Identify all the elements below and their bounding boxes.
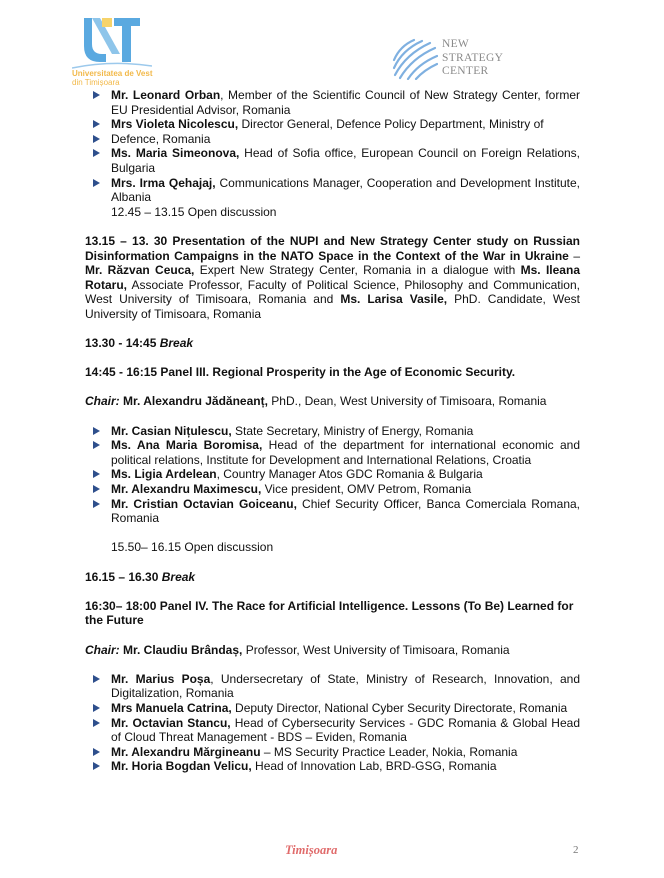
bullet-icon — [93, 704, 100, 712]
break-label: Break — [159, 336, 194, 351]
nsc-line-2: STRATEGY — [442, 51, 504, 64]
bullet-icon — [93, 485, 100, 493]
speaker-role: Head of Cybersecurity Services - GDC Romania & Global Head of Cloud Threat Management - BDS – Eviden, Romania — [111, 715, 580, 745]
bullet-icon — [93, 748, 100, 756]
open-discussion-2: 15.50– 16.15 Open discussion — [111, 540, 274, 555]
speaker-name: Mr. Leonard Orban — [111, 88, 221, 102]
list-item — [111, 745, 580, 760]
list-item — [111, 672, 580, 701]
speaker-name: Mr. Horia Bogdan Velicu, — [111, 759, 252, 774]
list-item — [111, 716, 580, 745]
bullet-icon — [93, 149, 100, 157]
nsc-logo — [392, 38, 522, 82]
speaker-name: Mrs. Irma Qehajaj, — [111, 175, 216, 190]
presenter-name: Mr. Răzvan Ceuca, — [85, 263, 195, 278]
speaker-list-panel3 — [103, 424, 580, 526]
speaker-role: Vice president, OMV Petrom, Romania — [261, 482, 472, 497]
list-item — [111, 88, 580, 117]
panel3-title: 14:45 - 16:15 Panel III. Regional Prosperity in the Age of Economic Security. — [85, 365, 516, 380]
speaker-role: Chief Security Officer, Banca Comerciala Romana, Romania — [111, 496, 580, 526]
chair-label: Chair: — [85, 394, 120, 409]
presenter-name: Ms. Larisa Vasile, — [340, 292, 448, 307]
speaker-name: Mr. Marius Poșa — [111, 671, 211, 686]
uvt-logo-text — [72, 69, 152, 87]
uvt-logo-icon — [72, 14, 152, 70]
speaker-role: Head of the department for international economic and political relations, Institute for Development and International Relations, Croatia — [111, 438, 581, 467]
speaker-role: – MS Security Practice Leader, Nokia, Romania — [260, 744, 518, 759]
speaker-name: Mrs Manuela Catrina, — [111, 700, 232, 715]
chair-name: Mr. Alexandru Jădăneanț, — [119, 394, 268, 409]
nsc-logo-text — [442, 38, 503, 79]
list-item — [111, 438, 580, 467]
list-item — [111, 117, 580, 132]
list-item — [111, 482, 580, 497]
agenda-content — [85, 88, 581, 774]
uvt-name: Universitatea de Vest — [72, 69, 153, 78]
bullet-icon — [93, 500, 100, 508]
bullet-icon — [93, 441, 100, 449]
speaker-list-panel2 — [103, 88, 580, 205]
presenter-role: Expert New Strategy Center, Romania in a dialogue with — [194, 263, 521, 278]
presenter-name: Ms. Ileana Rotaru, — [85, 263, 580, 292]
bullet-icon — [93, 179, 100, 187]
bullet-icon — [93, 135, 100, 143]
footer-city: Timișoara — [285, 843, 338, 857]
speaker-name: Ms. Maria Simeonova, — [111, 146, 240, 161]
speaker-role: State Secretary, Ministry of Energy, Romania — [231, 423, 474, 438]
uvt-subname: din Timișoara — [72, 78, 120, 87]
speaker-role: Defence, Romania — [111, 131, 211, 146]
page-number: 2 — [573, 844, 579, 856]
bullet-icon — [93, 470, 100, 478]
speaker-role: , Country Manager Atos GDC Romania & Bulgaria — [216, 467, 483, 482]
chair-role: PhD., Dean, West University of Timisoara, Romania — [267, 394, 547, 409]
nsc-waves-icon — [392, 38, 438, 80]
speaker-name: Ms. Ligia Ardelean — [111, 467, 217, 482]
presenter-role: Associate Professor, Faculty of Political Science, Philosophy and Communication, West University of Timisoara, Romania and — [85, 277, 580, 307]
speaker-name: Mrs Violeta Nicolescu, — [111, 117, 239, 132]
bullet-icon — [93, 427, 100, 435]
presentation-title: 13.15 – 13. 30 Presentation of the NUPI and New Strategy Center study on Russian Disinformation Campaigns in the NATO Space in the Context of the War in Ukraine — [85, 233, 580, 263]
speaker-name: Mr. Octavian Stancu, — [111, 715, 231, 730]
break-label: Break — [161, 569, 196, 584]
speaker-role: Director General, Defence Policy Department, Ministry of — [238, 117, 544, 132]
presenter-role: PhD. Candidate, West University of Timisoara, Romania — [85, 292, 580, 321]
speaker-name: Mr. Casian Nițulescu, — [111, 423, 232, 438]
list-item — [111, 497, 580, 526]
speaker-role: Head of Sofia office, European Council on Foreign Relations, Bulgaria — [111, 146, 581, 175]
list-item — [111, 701, 580, 716]
bullet-icon — [93, 719, 100, 727]
break-time: 16.15 – 16.30 — [85, 569, 162, 584]
break-2 — [85, 570, 580, 585]
panel4-chair — [85, 643, 580, 658]
speaker-name: Mr. Alexandru Mărgineanu — [111, 744, 261, 759]
panel4-title: 16:30– 18:00 Panel IV. The Race for Artificial Intelligence. Lessons (To Be) Learned for the Future — [85, 598, 574, 628]
bullet-icon — [93, 762, 100, 770]
chair-role: Professor, West University of Timisoara, Romania — [242, 642, 510, 657]
open-discussion-1: 12.45 – 13.15 Open discussion — [111, 204, 277, 219]
list-item — [111, 132, 580, 147]
dash: – — [568, 248, 580, 263]
nsc-line-3: CENTER — [442, 65, 489, 77]
speaker-role: Head of Innovation Lab, BRD-GSG, Romania — [251, 759, 497, 774]
speaker-role: Deputy Director, National Cyber Security Directorate, Romania — [231, 700, 568, 715]
nsc-line-1: NEW — [442, 38, 470, 50]
speaker-name: Mr. Cristian Octavian Goiceanu, — [111, 496, 297, 511]
list-item — [111, 759, 580, 774]
bullet-icon — [93, 675, 100, 683]
bullet-icon — [93, 91, 100, 99]
chair-name: Mr. Claudiu Brândaș, — [119, 642, 243, 657]
chair-label: Chair: — [85, 642, 120, 657]
presentation-block — [85, 234, 580, 322]
list-item — [111, 146, 580, 175]
speaker-list-panel4 — [103, 672, 580, 774]
speaker-name: Mr. Alexandru Maximescu, — [111, 482, 262, 497]
break-time: 13.30 - 14:45 — [85, 336, 160, 351]
speaker-role: , Member of the Scientific Council of New Strategy Center, former EU Presidential Advisor, Romania — [111, 88, 580, 117]
break-1 — [85, 336, 580, 351]
speaker-role: Communications Manager, Cooperation and Development Institute, Albania — [111, 175, 580, 205]
list-item — [111, 424, 580, 439]
bullet-icon — [93, 120, 100, 128]
panel3-chair — [85, 394, 580, 409]
list-item — [111, 467, 580, 482]
list-item — [111, 176, 580, 205]
speaker-name: Ms. Ana Maria Boromisa, — [111, 438, 263, 453]
speaker-role: , Undersecretary of State, Ministry of Research, Innovation, and Digitalization, Romania — [111, 671, 580, 701]
